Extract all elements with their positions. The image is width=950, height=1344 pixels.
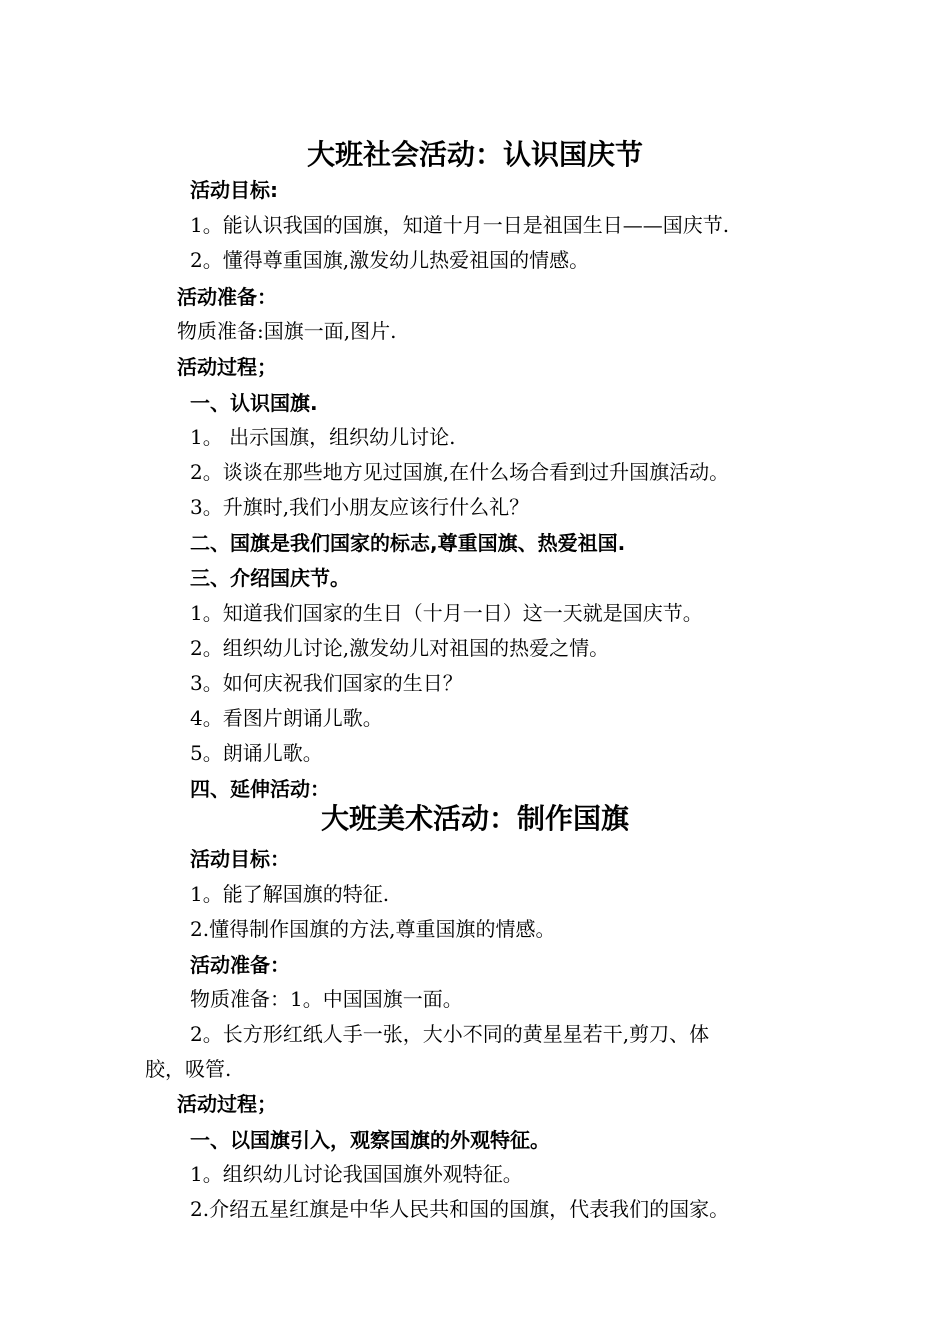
doc1-section-4: 四、延伸活动： [190, 777, 330, 801]
doc1-process-heading: 活动过程； [177, 355, 277, 379]
doc1-prep: 物质准备:国旗一面,图片. [177, 319, 397, 343]
doc1-sec3-item-5: 5。朗诵儿歌。 [190, 741, 323, 765]
doc1-sec3-item-4: 4。看图片朗诵儿歌。 [190, 706, 383, 730]
doc2-sec1-item-2: 2.介绍五星红旗是中华人民共和国的国旗，代表我们的国家。 [190, 1197, 730, 1221]
doc1-goal-1: 1。能认识我国的国旗，知道十月一日是祖国生日——国庆节. [190, 213, 730, 237]
doc1-sec3-item-1: 1。知道我们国家的生日（十月一日）这一天就是国庆节。 [190, 601, 703, 625]
doc2-sec1-item-1: 1。组织幼儿讨论我国国旗外观特征。 [190, 1162, 523, 1186]
doc1-prep-heading: 活动准备： [177, 285, 277, 309]
doc1-title: 大班社会活动：认识国庆节 [306, 138, 643, 171]
doc1-sec1-item-2: 2。谈谈在那些地方见过国旗,在什么场合看到过升国旗活动。 [190, 460, 730, 484]
doc1-sec1-item-3: 3。升旗时,我们小朋友应该行什么礼？ [190, 495, 530, 519]
doc1-section-2: 二、国旗是我们国家的标志,尊重国旗、热爱祖国. [190, 531, 626, 555]
doc2-prep-line-1: 物质准备：1。中国国旗一面。 [190, 987, 463, 1011]
doc2-process-heading: 活动过程； [177, 1092, 277, 1116]
doc2-title: 大班美术活动：制作国旗 [320, 802, 629, 835]
doc1-section-3: 三、介绍国庆节。 [190, 566, 350, 590]
doc1-sec1-item-1: 1。 出示国旗，组织幼儿讨论. [190, 425, 456, 449]
doc2-section-1: 一、以国旗引入，观察国旗的外观特征。 [190, 1128, 550, 1152]
doc2-prep-line-3: 胶，吸管. [145, 1057, 232, 1081]
doc1-goal-2: 2。懂得尊重国旗,激发幼儿热爱祖国的情感。 [190, 248, 590, 272]
doc1-sec3-item-2: 2。组织幼儿讨论,激发幼儿对祖国的热爱之情。 [190, 636, 610, 660]
doc1-section-1: 一、认识国旗. [190, 391, 318, 415]
doc2-prep-heading: 活动准备： [190, 953, 290, 977]
doc2-goal-2: 2.懂得制作国旗的方法,尊重国旗的情感。 [190, 917, 556, 941]
doc2-prep-line-2: 2。长方形红纸人手一张，大小不同的黄星星若干,剪刀、体 [190, 1022, 710, 1046]
doc2-goal-1: 1。能了解国旗的特征. [190, 882, 390, 906]
doc1-goals-heading: 活动目标: [190, 178, 278, 202]
doc1-sec3-item-3: 3。如何庆祝我们国家的生日？ [190, 671, 463, 695]
doc2-goals-heading: 活动目标： [190, 847, 290, 871]
